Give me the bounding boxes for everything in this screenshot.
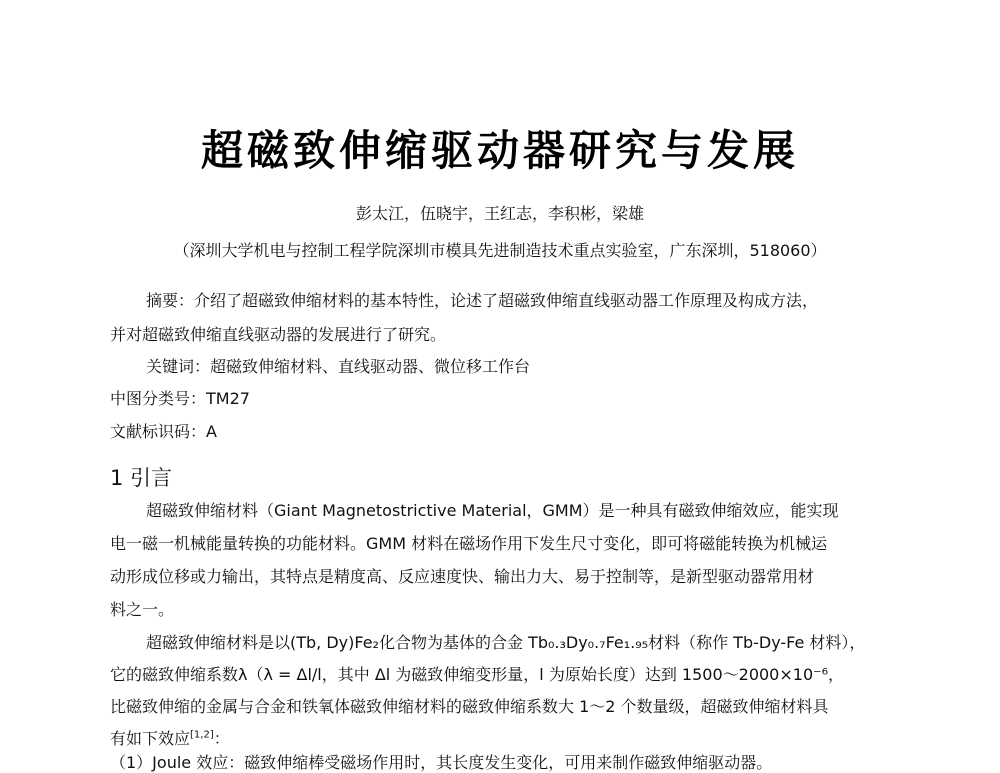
paragraph-line-last (110, 726, 900, 749)
affiliation: （深圳大学机电与控制工程学院深圳市模具先进制造技术重点实验室，广东深圳，518060） (173, 241, 827, 260)
citation: [1,2] (190, 729, 214, 741)
section-heading: 1 引言 (110, 466, 173, 490)
abstract-line-1: 摘要：介绍了超磁致伸缩材料的基本特性，论述了超磁致伸缩直线驱动器工作原理及构成方法， (146, 291, 819, 310)
cutoff-line (110, 750, 900, 772)
author-list: 彭太江，伍晓宇，王红志，李积彬，梁雄 (355, 204, 644, 223)
paragraph-line: 电一磁一机械能量转换的功能材料。GMM 材料在磁场作用下发生尺寸变化，即可将磁能转换为机械运 (110, 534, 828, 553)
paragraph-line: 它的磁致伸缩系数λ（λ = Δl/l，其中 Δl 为磁致伸缩变形量，l 为原始长度）达到 1500～2000×10⁻⁶， (110, 665, 844, 684)
classification-number: 中图分类号：TM27 (110, 389, 250, 408)
paragraph-line: 料之一。 (110, 600, 175, 619)
paragraph-line: 超磁致伸缩材料是以(Tb, Dy)Fe₂化合物为基体的合金 Tb₀.₃Dy₀.₇Fe₁.₉₅材料（称作 Tb-Dy-Fe 材料）， (146, 633, 866, 652)
paragraph-line: 超磁致伸缩材料（Giant Magnetostrictive Material，GMM）是一种具有磁致伸缩效应，能实现 (146, 501, 839, 520)
document-code: 文献标识码：A (110, 422, 217, 441)
paragraph-line: 比磁致伸缩的金属与合金和铁氧体磁致伸缩材料的磁致伸缩系数大 1～2 个数量级，超磁致伸缩材料具 (110, 697, 829, 716)
keywords: 关键词：超磁致伸缩材料、直线驱动器、微位移工作台 (146, 357, 531, 376)
paragraph-text: 有如下效应 (110, 729, 191, 748)
paper-title: 超磁致伸缩驱动器研究与发展 (200, 126, 799, 175)
colon: ： (213, 729, 230, 748)
paragraph-line: 动形成位移或力输出，其特点是精度高、反应速度快、输出力大、易于控制等，是新型驱动器常用材 (110, 567, 815, 586)
abstract-line-2: 并对超磁致伸缩直线驱动器的发展进行了研究。 (110, 325, 447, 344)
cutoff-text: （1）Joule 效应：磁致伸缩棒受磁场作用时，其长度发生变化，可用来制作磁致伸缩驱动器。 (110, 753, 773, 772)
